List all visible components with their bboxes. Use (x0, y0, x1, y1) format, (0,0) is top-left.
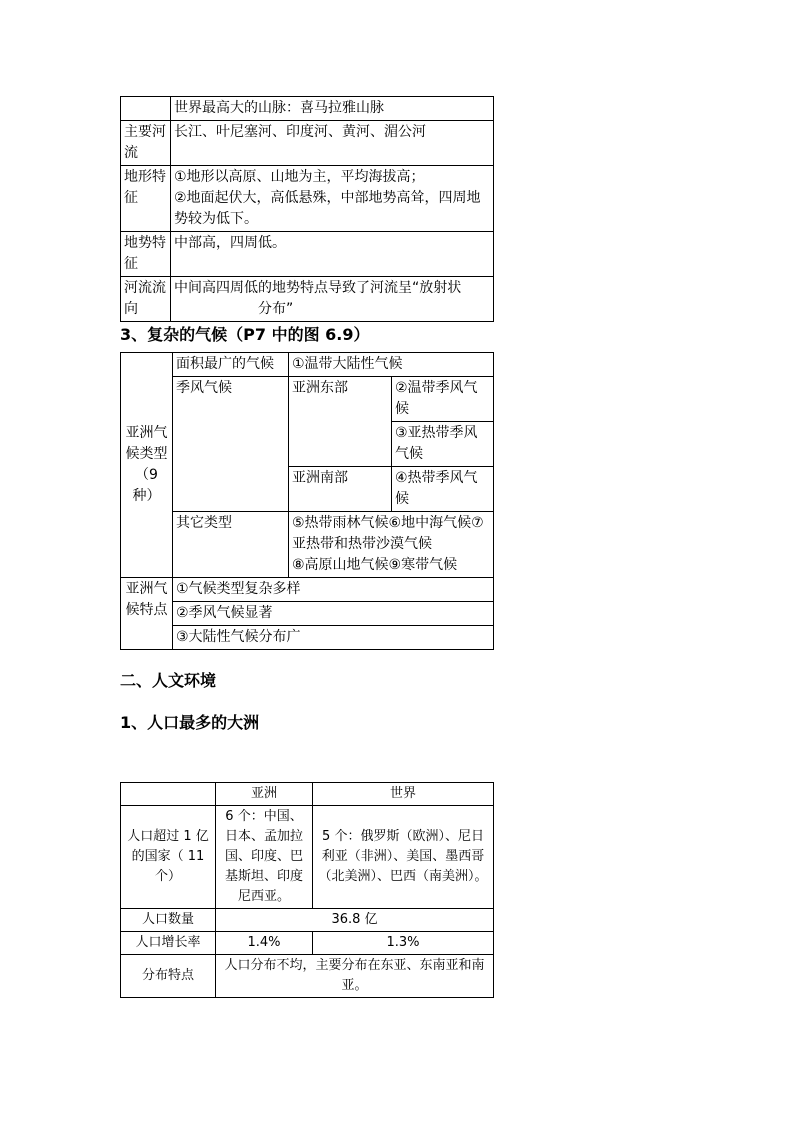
terrain-value-1: ①地形以高原、山地为主，平均海拔高； (174, 169, 425, 185)
growth-rate-world: 1.3% (313, 932, 494, 955)
east-asia-label: 亚洲东部 (289, 377, 392, 467)
climate-types-label: 亚洲气候类型（9 种） (121, 353, 173, 578)
landform-table (120, 96, 494, 322)
terrain-value (171, 166, 494, 232)
elevation-label: 地势特征 (121, 232, 171, 277)
main-rivers-label: 主要河流 (121, 121, 171, 166)
other-types-list (289, 512, 494, 578)
population-table (120, 782, 494, 998)
monsoon-label: 季风气候 (173, 377, 289, 512)
highest-mountain-cell: 世界最高大的山脉：喜马拉雅山脉 (171, 97, 494, 121)
tropical-monsoon: ④热带季风气候 (392, 467, 494, 512)
terrain-label: 地形特征 (121, 166, 171, 232)
col-asia: 亚洲 (216, 783, 313, 806)
subtropical-monsoon: ③亚热带季风气候 (392, 422, 494, 467)
growth-rate-label: 人口增长率 (121, 932, 216, 955)
empty-cell (121, 97, 171, 121)
main-rivers-value: 长江、叶尼塞河、印度河、黄河、湄公河 (171, 121, 494, 166)
human-environment-heading: 二、人文环境 (120, 671, 217, 690)
climate-features-label: 亚洲气候特点 (121, 578, 173, 650)
largest-area-label: 面积最广的气候 (173, 353, 289, 377)
climate-heading: 3、复杂的气候（P7 中的图 6.9） (120, 325, 370, 344)
population-label: 人口数量 (121, 909, 216, 932)
growth-rate-asia: 1.4% (216, 932, 313, 955)
other-types-label: 其它类型 (173, 512, 289, 578)
climate-table (120, 352, 494, 650)
river-flow-value-1: 中间高四周低的地势特点导致了河流呈“放射状 (174, 280, 462, 296)
climate-feature-3: ③大陆性气候分布广 (173, 626, 494, 650)
elevation-value: 中部高，四周低。 (171, 232, 494, 277)
climate-feature-1: ①气候类型复杂多样 (173, 578, 494, 602)
continental-climate: ①温带大陆性气候 (289, 353, 494, 377)
south-asia-label: 亚洲南部 (289, 467, 392, 512)
col-world: 世界 (313, 783, 494, 806)
over-100m-world: 5 个：俄罗斯（欧洲）、尼日利亚（非洲）、美国、墨西哥（北美洲）、巴西（南美洲）。 (313, 806, 494, 909)
other-types-list-2: ⑧高原山地气候⑨寒带气候 (292, 557, 458, 573)
climate-feature-2: ②季风气候显著 (173, 602, 494, 626)
distribution-label: 分布特点 (121, 955, 216, 998)
river-flow-value-2: 分布” (258, 301, 294, 317)
river-flow-value (171, 277, 494, 322)
river-flow-label: 河流流向 (121, 277, 171, 322)
other-types-list-1: ⑤热带雨林气候⑥地中海气候⑦亚热带和热带沙漠气候 (292, 515, 484, 552)
population-value: 36.8 亿 (216, 909, 494, 932)
terrain-value-2: ②地面起伏大，高低悬殊，中部地势高耸，四周地势较为低下。 (174, 190, 481, 227)
header-empty (121, 783, 216, 806)
population-heading: 1、人口最多的大洲 (120, 713, 260, 732)
over-100m-asia: 6 个：中国、日本、孟加拉国、印度、巴基斯坦、印度尼西亚。 (216, 806, 313, 909)
distribution-value: 人口分布不均，主要分布在东亚、东南亚和南亚。 (216, 955, 494, 998)
over-100m-label: 人口超过 1 亿的国家（ 11 个） (121, 806, 216, 909)
temperate-monsoon: ②温带季风气候 (392, 377, 494, 422)
